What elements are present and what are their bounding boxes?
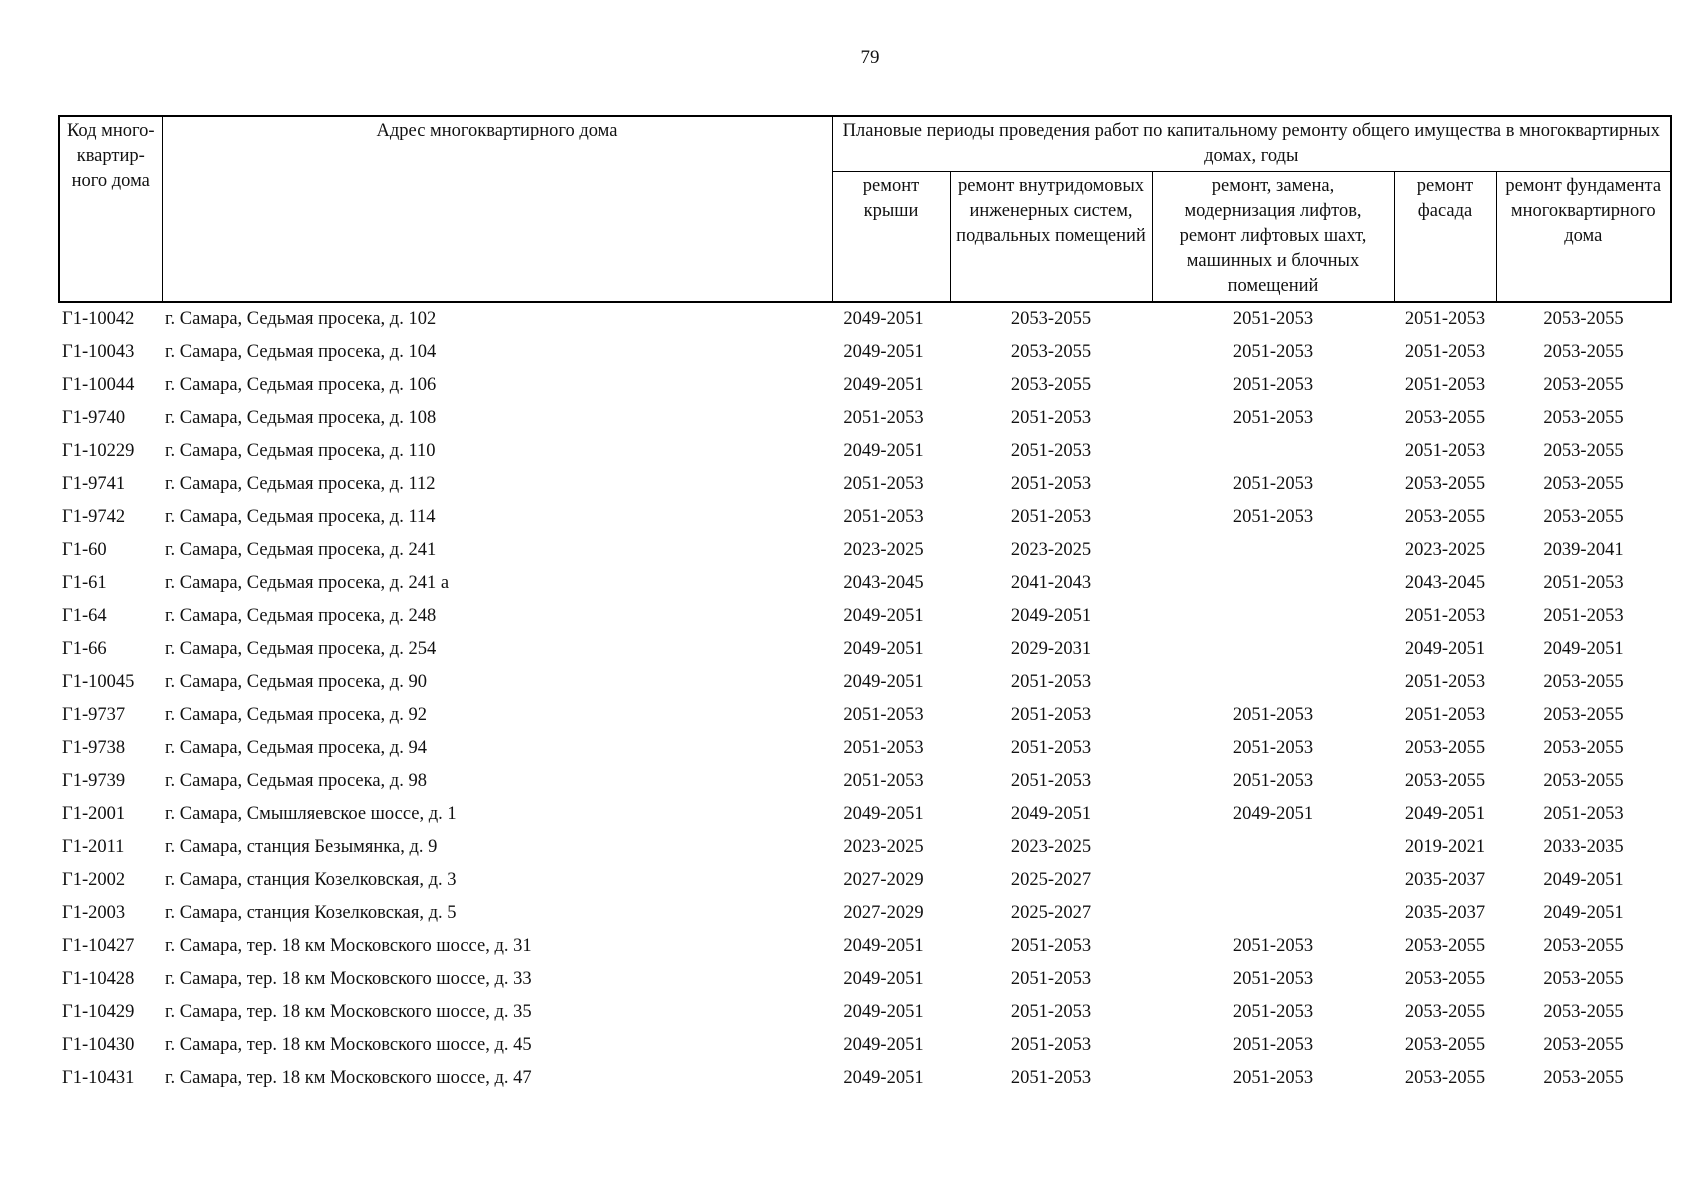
cell-foundation: 2053-2055 <box>1543 309 1624 329</box>
cell-elevators: 2051-2053 <box>1232 1035 1314 1055</box>
cell-code: Г1-10429 <box>62 1002 135 1022</box>
cell-facade: 2051-2053 <box>1404 342 1486 362</box>
cell-foundation: 2053-2055 <box>1543 1035 1624 1055</box>
cell-facade: 2053-2055 <box>1404 507 1486 527</box>
table-row <box>59 897 1671 930</box>
table-row <box>59 534 1671 567</box>
table-row <box>59 468 1671 501</box>
table-row <box>59 1029 1671 1062</box>
cell-code: Г1-10430 <box>62 1035 135 1055</box>
cell-code: Г1-9737 <box>62 705 126 725</box>
cell-roof: 2049-2051 <box>843 375 924 395</box>
table-row <box>59 930 1671 963</box>
cell-address: г. Самара, Седьмая просека, д. 94 <box>165 738 427 758</box>
cell-code: Г1-61 <box>62 573 107 593</box>
cell-foundation: 2049-2051 <box>1543 639 1624 659</box>
cell-foundation: 2053-2055 <box>1543 375 1624 395</box>
cell-foundation: 2053-2055 <box>1543 705 1624 725</box>
table-row <box>59 798 1671 831</box>
cell-address: г. Самара, Седьмая просека, д. 106 <box>165 375 437 395</box>
cell-address: г. Самара, Седьмая просека, д. 90 <box>165 672 427 692</box>
cell-facade: 2049-2051 <box>1404 804 1486 824</box>
cell-address: г. Самара, станция Козелковская, д. 5 <box>165 903 457 923</box>
cell-address: г. Самара, станция Безымянка, д. 9 <box>165 837 438 857</box>
cell-code: Г1-2001 <box>62 804 126 824</box>
cell-roof: 2049-2051 <box>843 672 924 692</box>
cell-systems: 2051-2053 <box>1010 738 1092 758</box>
cell-address: г. Самара, Седьмая просека, д. 104 <box>165 342 437 362</box>
cell-code: Г1-10428 <box>62 969 135 989</box>
cell-foundation: 2051-2053 <box>1543 606 1624 626</box>
cell-roof: 2049-2051 <box>843 1035 924 1055</box>
cell-address: г. Самара, Седьмая просека, д. 110 <box>165 441 436 461</box>
cell-foundation: 2053-2055 <box>1543 969 1624 989</box>
cell-systems: 2053-2055 <box>1010 375 1092 395</box>
cell-address: г. Самара, Седьмая просека, д. 102 <box>165 309 437 329</box>
cell-code: Г1-66 <box>62 639 107 659</box>
cell-code: Г1-10427 <box>62 936 135 956</box>
cell-facade: 2043-2045 <box>1404 573 1486 593</box>
cell-facade: 2035-2037 <box>1404 870 1486 890</box>
cell-address: г. Самара, станция Козелковская, д. 3 <box>165 870 457 890</box>
cell-systems: 2051-2053 <box>1010 474 1092 494</box>
cell-elevators: 2051-2053 <box>1232 705 1314 725</box>
cell-systems: 2051-2053 <box>1010 969 1092 989</box>
cell-address: г. Самара, Седьмая просека, д. 241 а <box>165 573 450 593</box>
cell-systems: 2051-2053 <box>1010 705 1092 725</box>
cell-roof: 2049-2051 <box>843 936 924 956</box>
cell-roof: 2023-2025 <box>843 540 924 560</box>
cell-systems: 2029-2031 <box>1010 639 1092 659</box>
cell-code: Г1-64 <box>62 606 107 626</box>
cell-systems: 2051-2053 <box>1010 1035 1092 1055</box>
cell-code: Г1-10045 <box>62 672 135 692</box>
cell-facade: 2051-2053 <box>1404 441 1486 461</box>
cell-foundation: 2053-2055 <box>1543 1068 1624 1088</box>
cell-systems: 2023-2025 <box>1010 837 1092 857</box>
cell-elevators <box>1152 600 1394 633</box>
cell-facade: 2019-2021 <box>1404 837 1486 857</box>
cell-address: г. Самара, тер. 18 км Московского шоссе, д. 45 <box>165 1035 532 1055</box>
header-foundation: ремонт фундамента многоквартирного дома <box>1496 172 1671 303</box>
cell-roof: 2049-2051 <box>843 606 924 626</box>
cell-facade: 2035-2037 <box>1404 903 1486 923</box>
header-facade: ремонт фасада <box>1394 172 1496 303</box>
cell-elevators: 2051-2053 <box>1232 1002 1314 1022</box>
cell-elevators: 2049-2051 <box>1232 804 1314 824</box>
cell-code: Г1-10043 <box>62 342 135 362</box>
header-planned-periods: Плановые периоды проведения работ по капитальному ремонту общего имущества в многоквартирных домах, годы <box>832 116 1671 172</box>
table-row <box>59 963 1671 996</box>
cell-address: г. Самара, тер. 18 км Московского шоссе, д. 33 <box>165 969 532 989</box>
cell-facade: 2053-2055 <box>1404 771 1486 791</box>
cell-systems: 2025-2027 <box>1010 903 1092 923</box>
table-header <box>59 116 1671 302</box>
cell-code: Г1-10042 <box>62 309 135 329</box>
table-row <box>59 666 1671 699</box>
capital-repair-plan-table <box>58 115 1672 1095</box>
cell-foundation: 2053-2055 <box>1543 672 1624 692</box>
cell-systems: 2051-2053 <box>1010 771 1092 791</box>
table-row <box>59 996 1671 1029</box>
cell-address: г. Самара, Седьмая просека, д. 112 <box>165 474 436 494</box>
cell-facade: 2053-2055 <box>1404 474 1486 494</box>
cell-elevators <box>1152 567 1394 600</box>
cell-roof: 2027-2029 <box>843 870 924 890</box>
cell-elevators: 2051-2053 <box>1232 408 1314 428</box>
cell-roof: 2049-2051 <box>843 1002 924 1022</box>
cell-elevators: 2051-2053 <box>1232 1068 1314 1088</box>
cell-address: г. Самара, тер. 18 км Московского шоссе, д. 35 <box>165 1002 532 1022</box>
cell-address: г. Самара, Седьмая просека, д. 114 <box>165 507 436 527</box>
cell-code: Г1-10044 <box>62 375 135 395</box>
cell-facade: 2051-2053 <box>1404 705 1486 725</box>
cell-roof: 2051-2053 <box>843 507 924 527</box>
cell-address: г. Самара, Смышляевское шоссе, д. 1 <box>165 804 457 824</box>
cell-code: Г1-2003 <box>62 903 126 923</box>
cell-elevators: 2051-2053 <box>1232 342 1314 362</box>
cell-code: Г1-2002 <box>62 870 126 890</box>
page-number: 79 <box>860 47 880 68</box>
cell-elevators: 2051-2053 <box>1232 738 1314 758</box>
cell-elevators <box>1152 633 1394 666</box>
cell-address: г. Самара, Седьмая просека, д. 241 <box>165 540 437 560</box>
cell-elevators: 2051-2053 <box>1232 969 1314 989</box>
cell-facade: 2023-2025 <box>1404 540 1486 560</box>
header-roof: ремонт крыши <box>832 172 950 303</box>
cell-code: Г1-60 <box>62 540 107 560</box>
cell-roof: 2049-2051 <box>843 1068 924 1088</box>
cell-code: Г1-9741 <box>62 474 126 494</box>
cell-systems: 2041-2043 <box>1010 573 1092 593</box>
cell-facade: 2053-2055 <box>1404 738 1486 758</box>
table-row <box>59 369 1671 402</box>
table-row <box>59 336 1671 369</box>
cell-systems: 2025-2027 <box>1010 870 1092 890</box>
cell-code: Г1-9740 <box>62 408 126 428</box>
cell-systems: 2051-2053 <box>1010 1068 1092 1088</box>
cell-systems: 2023-2025 <box>1010 540 1092 560</box>
cell-facade: 2053-2055 <box>1404 408 1486 428</box>
cell-elevators <box>1152 897 1394 930</box>
table-row <box>59 600 1671 633</box>
cell-foundation: 2053-2055 <box>1543 408 1624 428</box>
header-address: Адрес многоквартирного дома <box>162 116 832 302</box>
cell-facade: 2053-2055 <box>1404 969 1486 989</box>
cell-elevators: 2051-2053 <box>1232 507 1314 527</box>
cell-roof: 2051-2053 <box>843 474 924 494</box>
table-row <box>59 633 1671 666</box>
cell-roof: 2051-2053 <box>843 738 924 758</box>
cell-roof: 2049-2051 <box>843 639 924 659</box>
header-systems: ремонт внутридомовых инженерных систем, подвальных помещений <box>950 172 1152 303</box>
cell-facade: 2051-2053 <box>1404 672 1486 692</box>
cell-elevators <box>1152 534 1394 567</box>
cell-code: Г1-9742 <box>62 507 126 527</box>
cell-foundation: 2051-2053 <box>1543 804 1624 824</box>
cell-elevators: 2051-2053 <box>1232 309 1314 329</box>
cell-elevators <box>1152 666 1394 699</box>
cell-systems: 2051-2053 <box>1010 1002 1092 1022</box>
cell-roof: 2051-2053 <box>843 705 924 725</box>
cell-foundation: 2049-2051 <box>1543 903 1624 923</box>
table-row <box>59 1062 1671 1095</box>
cell-code: Г1-10229 <box>62 441 135 461</box>
cell-code: Г1-10431 <box>62 1068 135 1088</box>
cell-roof: 2049-2051 <box>843 309 924 329</box>
cell-systems: 2049-2051 <box>1010 804 1092 824</box>
cell-roof: 2049-2051 <box>843 342 924 362</box>
cell-elevators <box>1152 831 1394 864</box>
table-row <box>59 435 1671 468</box>
cell-address: г. Самара, Седьмая просека, д. 254 <box>165 639 437 659</box>
table-row <box>59 765 1671 798</box>
table-row <box>59 567 1671 600</box>
cell-foundation: 2053-2055 <box>1543 474 1624 494</box>
cell-foundation: 2053-2055 <box>1543 738 1624 758</box>
table-body <box>59 302 1671 1095</box>
cell-roof: 2049-2051 <box>843 969 924 989</box>
table-row <box>59 732 1671 765</box>
cell-code: Г1-2011 <box>62 837 125 857</box>
table-row <box>59 402 1671 435</box>
cell-elevators <box>1152 435 1394 468</box>
cell-systems: 2051-2053 <box>1010 507 1092 527</box>
cell-code: Г1-9738 <box>62 738 126 758</box>
cell-roof: 2043-2045 <box>843 573 924 593</box>
cell-roof: 2027-2029 <box>843 903 924 923</box>
cell-foundation: 2039-2041 <box>1543 540 1624 560</box>
cell-address: г. Самара, Седьмая просека, д. 248 <box>165 606 437 626</box>
cell-facade: 2049-2051 <box>1404 639 1486 659</box>
cell-address: г. Самара, Седьмая просека, д. 92 <box>165 705 427 725</box>
table-row <box>59 699 1671 732</box>
cell-foundation: 2053-2055 <box>1543 936 1624 956</box>
cell-code: Г1-9739 <box>62 771 126 791</box>
cell-systems: 2053-2055 <box>1010 342 1092 362</box>
cell-address: г. Самара, тер. 18 км Московского шоссе, д. 47 <box>165 1068 532 1088</box>
table-row <box>59 864 1671 897</box>
cell-elevators: 2051-2053 <box>1232 474 1314 494</box>
cell-facade: 2051-2053 <box>1404 309 1486 329</box>
cell-facade: 2053-2055 <box>1404 1035 1486 1055</box>
header-elevators: ремонт, замена, модернизация лифтов, ремонт лифтовых шахт, машинных и блочных помещений <box>1152 172 1394 303</box>
cell-foundation: 2053-2055 <box>1543 507 1624 527</box>
cell-facade: 2053-2055 <box>1404 1068 1486 1088</box>
cell-systems: 2051-2053 <box>1010 441 1092 461</box>
header-code: Код много-квартир-ного дома <box>59 116 162 302</box>
cell-systems: 2053-2055 <box>1010 309 1092 329</box>
cell-roof: 2051-2053 <box>843 408 924 428</box>
cell-address: г. Самара, Седьмая просека, д. 98 <box>165 771 427 791</box>
cell-facade: 2051-2053 <box>1404 606 1486 626</box>
cell-systems: 2051-2053 <box>1010 408 1092 428</box>
cell-foundation: 2049-2051 <box>1543 870 1624 890</box>
cell-systems: 2051-2053 <box>1010 936 1092 956</box>
table-row <box>59 302 1671 336</box>
cell-facade: 2053-2055 <box>1404 936 1486 956</box>
cell-elevators: 2051-2053 <box>1232 375 1314 395</box>
cell-foundation: 2053-2055 <box>1543 771 1624 791</box>
cell-elevators: 2051-2053 <box>1232 936 1314 956</box>
table-row <box>59 501 1671 534</box>
cell-systems: 2049-2051 <box>1010 606 1092 626</box>
cell-roof: 2049-2051 <box>843 804 924 824</box>
cell-elevators: 2051-2053 <box>1232 771 1314 791</box>
cell-roof: 2023-2025 <box>843 837 924 857</box>
cell-address: г. Самара, Седьмая просека, д. 108 <box>165 408 437 428</box>
cell-foundation: 2033-2035 <box>1543 837 1624 857</box>
cell-foundation: 2053-2055 <box>1543 441 1624 461</box>
cell-facade: 2053-2055 <box>1404 1002 1486 1022</box>
cell-roof: 2051-2053 <box>843 771 924 791</box>
cell-roof: 2049-2051 <box>843 441 924 461</box>
cell-elevators <box>1152 864 1394 897</box>
cell-foundation: 2051-2053 <box>1543 573 1624 593</box>
cell-foundation: 2053-2055 <box>1543 1002 1624 1022</box>
table-row <box>59 831 1671 864</box>
cell-address: г. Самара, тер. 18 км Московского шоссе, д. 31 <box>165 936 532 956</box>
cell-facade: 2051-2053 <box>1404 375 1486 395</box>
cell-systems: 2051-2053 <box>1010 672 1092 692</box>
cell-foundation: 2053-2055 <box>1543 342 1624 362</box>
